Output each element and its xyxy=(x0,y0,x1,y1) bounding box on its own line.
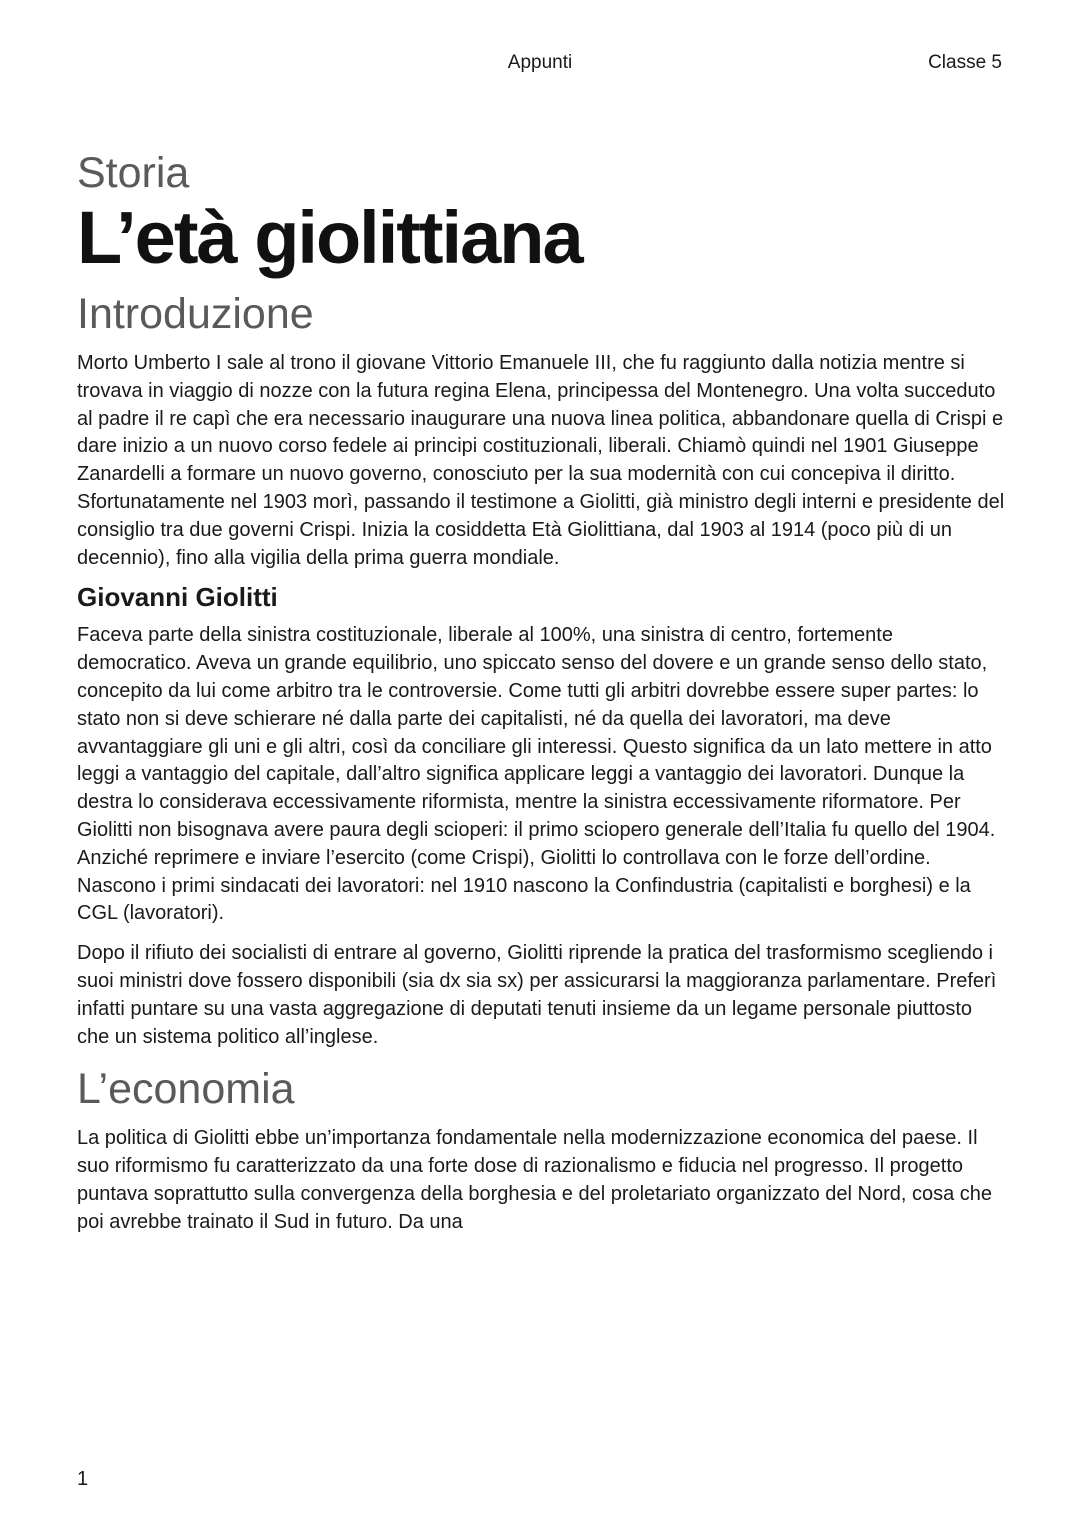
page-number: 1 xyxy=(77,1468,89,1490)
page-header xyxy=(0,52,1080,80)
subject-label: Storia xyxy=(77,149,190,197)
header-center-label: Appunti xyxy=(507,52,573,73)
giolitti-paragraph-1: Faceva parte della sinistra costituzionale, liberale al 100%, una sinistra di centro, fortemente democratico. Aveva un grande equilibrio, uno spiccato senso del dovere e un grande senso dello stato, concepito da lui come arbitro tra le controversie. Come tutti gli arbitri dovrebbe essere super partes: lo stato non si deve schierare né dalla parte dei capitalisti, né da quella dei lavoratori, ma deve avvantaggiare gli uni e gli altri, così da conciliare gli interessi. Questo significa da un lato mettere in atto leggi a vantaggio del capitale, dall’altro significa applicare leggi a vantaggio dei lavoratori. Dunque la destra lo considerava eccessivamente riformista, mentre la sinistra eccessivamente riformatore. Per Giolitti non bisognava avere paura degli scioperi: il primo sciopero generale dell’Italia fu quello del 1904. Anziché reprimere e inviare l’esercito (come Crispi), Giolitti lo controllava con le forze dell’ordine. Nascono i primi sindacati dei lavoratori: nel 1910 nascono la Confindustria (capitalisti e borghesi) e la CGL (lavoratori). xyxy=(77,624,996,925)
section-heading-economia: L’economia xyxy=(77,1065,295,1114)
intro-paragraph: Morto Umberto I sale al trono il giovane Vittorio Emanuele III, che fu raggiunto dalla notizia mentre si trovava in viaggio di nozze con la futura regina Elena, principessa del Montenegro. Una volta succeduto al padre il re capì che era necessario inaugurare una nuova linea politica, abbandonare quella di Crispi e dare inizio a un nuovo corso fedele ai principi costituzionali, liberali. Chiamò quindi nel 1901 Giuseppe Zanardelli a formare un nuovo governo, conosciuto per la sua modernità con cui concepiva il diritto. Sfortunatamente nel 1903 morì, passando il testimone a Giolitti, già ministro degli interni e presidente del consiglio tra due governi Crispi. Inizia la cosiddetta Età Giolittiana, dal 1903 al 1914 (poco più di un decennio), fino alla vigilia della prima guerra mondiale. xyxy=(77,352,1005,569)
economia-paragraph: La politica di Giolitti ebbe un’importanza fondamentale nella modernizzazione economica del paese. Il suo riformismo fu caratterizzato da una forte dose di razionalismo e fiducia nel progresso. Il progetto puntava soprattutto sulla convergenza della borghesia e del proletariato organizzato del Nord, cosa che poi avrebbe trainato il Sud in futuro. Da una xyxy=(77,1127,993,1233)
subsection-heading-giolitti: Giovanni Giolitti xyxy=(77,582,278,613)
page-title: L’età giolittiana xyxy=(77,196,582,279)
header-class-label: Classe 5 xyxy=(928,52,1002,73)
document-body xyxy=(77,148,1007,1245)
section-heading-introduzione: Introduzione xyxy=(77,290,314,338)
giolitti-paragraph-2: Dopo il rifiuto dei socialisti di entrare al governo, Giolitti riprende la pratica del trasformismo scegliendo i suoi ministri dove fossero disponibili (sia dx sia sx) per assicurarsi la maggioranza parlamentare. Preferì infatti puntare su una vasta aggregazione di deputati tenuti insieme da un legame personale piuttosto che un sistema politico all’inglese. xyxy=(77,942,997,1048)
